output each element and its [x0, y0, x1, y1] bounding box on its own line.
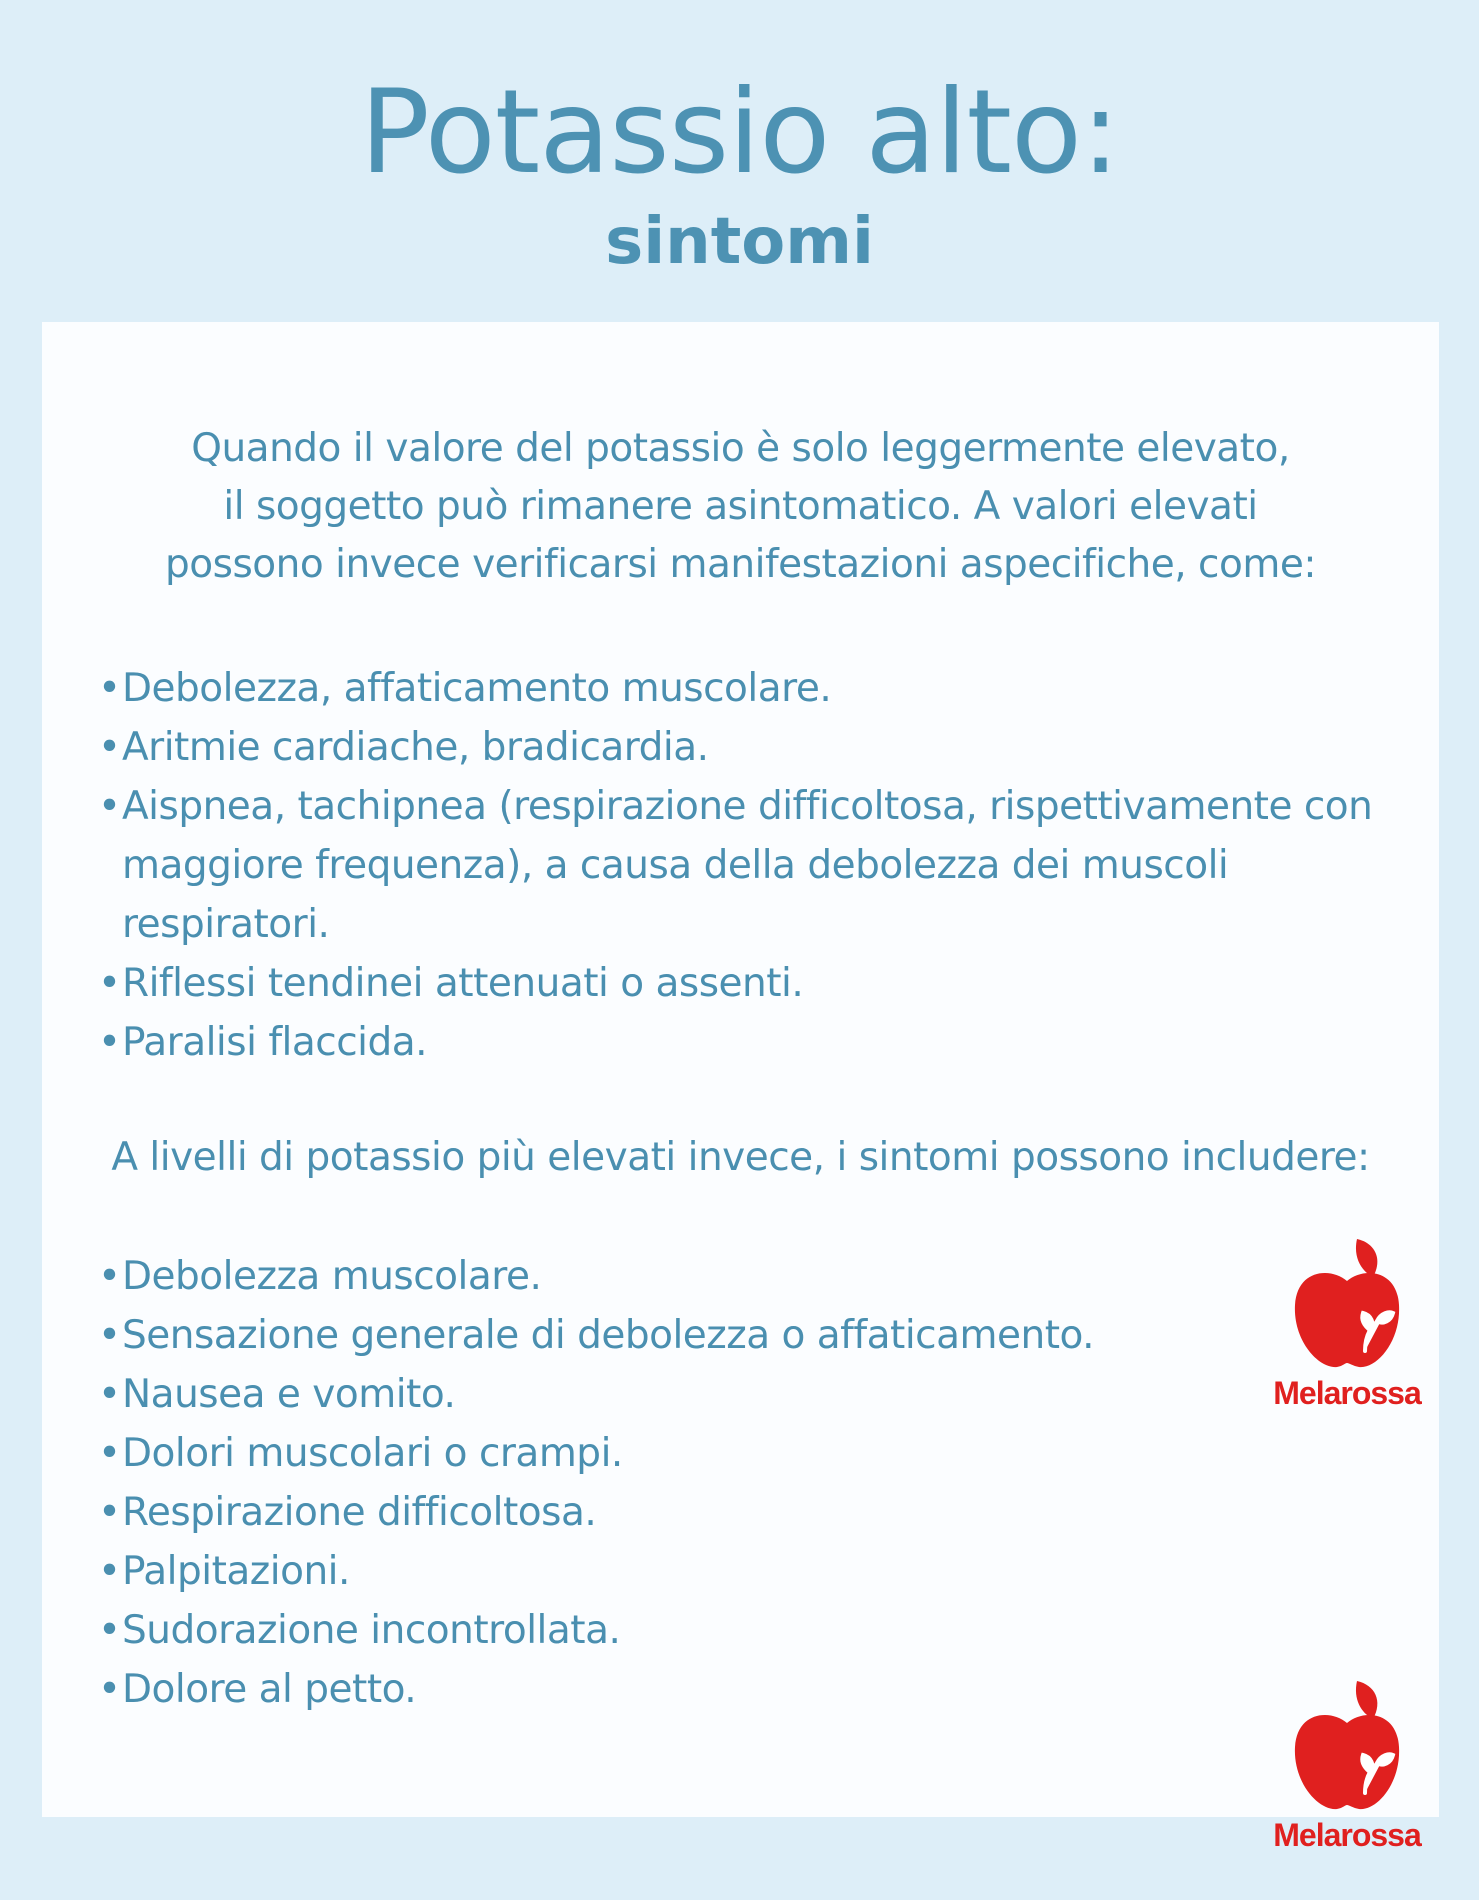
list-item — [98, 1660, 1094, 1719]
list-item — [98, 1306, 1094, 1365]
list-item-text: Sensazione generale di debolezza o affaticamento. — [122, 1313, 1095, 1358]
bullet: • — [98, 1490, 121, 1535]
list-item — [98, 1601, 1094, 1660]
bullet: • — [98, 961, 121, 1006]
list-item — [98, 1365, 1094, 1424]
list-item-continuation: maggiore frequenza), a causa della debolezza dei muscoli — [122, 843, 1229, 888]
list-item-text: Paralisi flaccida. — [122, 1020, 428, 1065]
logo-brand: Melarossa — [1273, 1817, 1421, 1853]
list-item-text: Aispnea, tachipnea (respirazione difficoltosa, rispettivamente con — [122, 784, 1373, 829]
list-item — [98, 659, 1372, 718]
melarossa-logo — [1262, 1675, 1432, 1853]
list-item-text: Palpitazioni. — [122, 1549, 350, 1594]
intro-paragraph — [42, 420, 1439, 594]
list-item — [98, 1013, 1372, 1072]
bullet: • — [98, 725, 121, 770]
bullet: • — [98, 1372, 121, 1417]
intro-line: Quando il valore del potassio è solo leggermente elevato, — [191, 426, 1290, 471]
list-item-text: Riflessi tendinei attenuati o assenti. — [122, 961, 804, 1006]
bullet: • — [98, 1667, 121, 1712]
list-item-text: Dolore al petto. — [122, 1667, 417, 1712]
list-item-text: Respirazione difficoltosa. — [122, 1490, 597, 1535]
list-item — [98, 1542, 1094, 1601]
list-item-text: Debolezza, affaticamento muscolare. — [122, 666, 832, 711]
symptom-list-mild — [98, 659, 1372, 1072]
intro-line: possono invece verificarsi manifestazioni aspecifiche, come: — [165, 542, 1316, 587]
content-card — [42, 322, 1439, 1817]
bullet: • — [98, 1431, 121, 1476]
symptom-list-severe — [98, 1247, 1094, 1719]
bullet: • — [98, 784, 121, 829]
page-subtitle: sintomi — [605, 205, 874, 279]
page-title: Potassio alto: — [359, 65, 1120, 200]
bullet: • — [98, 1254, 121, 1299]
list-item — [98, 954, 1372, 1013]
list-item — [98, 718, 1372, 777]
apple-icon — [1287, 1675, 1407, 1815]
bullet: • — [98, 1313, 121, 1358]
list-item — [98, 1483, 1094, 1542]
list-item — [98, 777, 1372, 954]
intro-line: il soggetto può rimanere asintomatico. A valori elevati — [223, 484, 1258, 529]
bullet: • — [98, 666, 121, 711]
list-item-text: Debolezza muscolare. — [122, 1254, 542, 1299]
header — [0, 0, 1479, 322]
section-intro: A livelli di potassio più elevati invece, i sintomi possono includere: — [111, 1135, 1370, 1180]
list-item-text: Aritmie cardiache, bradicardia. — [122, 725, 709, 770]
list-item-continuation: respiratori. — [122, 902, 330, 947]
list-item-text: Nausea e vomito. — [122, 1372, 456, 1417]
bullet: • — [98, 1608, 121, 1653]
logo-brand: Melarossa — [1273, 1375, 1421, 1411]
list-item — [98, 1247, 1094, 1306]
list-item-text: Dolori muscolari o crampi. — [122, 1431, 623, 1476]
melarossa-logo — [1262, 1233, 1432, 1411]
apple-icon — [1287, 1233, 1407, 1373]
bullet: • — [98, 1549, 121, 1594]
list-item — [98, 1424, 1094, 1483]
list-item-text: Sudorazione incontrollata. — [122, 1608, 621, 1653]
bullet: • — [98, 1020, 121, 1065]
